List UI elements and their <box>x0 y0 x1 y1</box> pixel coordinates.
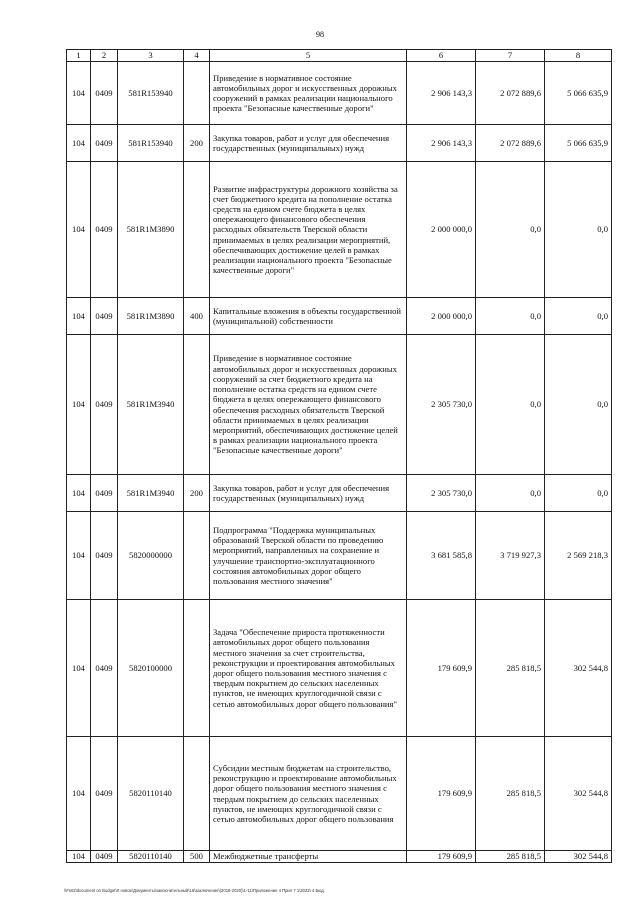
cell-target-code: 581R1M3940 <box>118 475 184 512</box>
cell-amount-year3: 0,0 <box>545 335 612 475</box>
table-row <box>67 298 612 335</box>
cell-description: Капитальные вложения в объекты государственной (муниципальной) собственности <box>210 298 407 335</box>
cell-amount-year3: 302 544,8 <box>545 737 612 851</box>
cell-description: Приведение в нормативное состояние автомобильных дорог и искусственных дорожных сооружений за счет бюджетного кредита на пополнение остатка средств на едином счете бюджета в целях опережающего финансового обеспечения расходных обязательств Тверской области принимаемых в целях реализации мероприятий, обеспечивающих достижение целей в рамках реализации национального проекта "Безопасные качественные дороги" <box>210 335 407 475</box>
table-row <box>67 62 612 125</box>
cell-expense-type: 200 <box>184 125 210 162</box>
column-header: 1 <box>67 50 91 62</box>
cell-amount-year1: 179 609,9 <box>407 737 476 851</box>
budget-table <box>66 49 612 863</box>
cell-description: Подпрограмма "Поддержка муниципальных образований Тверской области по проведению мероприятий, направленных на сохранение и улучшение транспортно-эксплуатационного состояния автомобильных дорог общего пользования местного значения" <box>210 512 407 600</box>
cell-amount-year1: 2 906 143,3 <box>407 62 476 125</box>
cell-amount-year3: 2 569 218,3 <box>545 512 612 600</box>
table-row <box>67 475 612 512</box>
cell-expense-type <box>184 600 210 737</box>
cell-amount-year3: 0,0 <box>545 298 612 335</box>
cell-description: Приведение в нормативное состояние автомобильных дорог и искусственных дорожных сооружений в рамках реализации национального проекта "Безопасные качественные дороги" <box>210 62 407 125</box>
column-header: 2 <box>91 50 118 62</box>
cell-expense-type: 400 <box>184 298 210 335</box>
cell-ministry-code: 104 <box>67 851 91 863</box>
column-header: 7 <box>476 50 545 62</box>
cell-section-code: 0409 <box>91 475 118 512</box>
cell-amount-year3: 5 066 635,9 <box>545 125 612 162</box>
table-row <box>67 600 612 737</box>
cell-section-code: 0409 <box>91 125 118 162</box>
cell-expense-type <box>184 737 210 851</box>
cell-amount-year2: 0,0 <box>476 298 545 335</box>
cell-description: Задача "Обеспечение прироста протяженности автомобильных дорог общего пользования местного значения за счет строительства, реконструкции и проектирования автомобильных дорог общего пользования местного значения с твердым покрытием до сельских населенных пунктов, не имеющих круглогодичной связи с сетью автомобильных дорог общего пользования" <box>210 600 407 737</box>
cell-amount-year1: 2 000 000,0 <box>407 298 476 335</box>
cell-expense-type <box>184 162 210 298</box>
cell-amount-year1: 2 906 143,3 <box>407 125 476 162</box>
footer-file-path: \\Fs02\document on Budget\Л новое\Документы\заключительный\16\заключение\(2019-2020)\1-11\Приложение 4 Прил 7 1\2022\ 4 Бюд. <box>64 888 325 893</box>
cell-target-code: 581R153940 <box>118 125 184 162</box>
cell-ministry-code: 104 <box>67 125 91 162</box>
cell-ministry-code: 104 <box>67 335 91 475</box>
cell-description: Межбюджетные трансферты <box>210 851 407 863</box>
cell-amount-year2: 3 719 927,3 <box>476 512 545 600</box>
cell-ministry-code: 104 <box>67 475 91 512</box>
cell-expense-type <box>184 512 210 600</box>
cell-amount-year3: 302 544,8 <box>545 600 612 737</box>
column-header: 8 <box>545 50 612 62</box>
cell-description: Закупка товаров, работ и услуг для обеспечения государственных (муниципальных) нужд <box>210 475 407 512</box>
cell-amount-year2: 285 818,5 <box>476 600 545 737</box>
cell-amount-year1: 179 609,9 <box>407 600 476 737</box>
cell-ministry-code: 104 <box>67 298 91 335</box>
cell-description: Субсидии местным бюджетам на строительство, реконструкцию и проектирование автомобильных дорог общего пользования местного значения с твердым покрытием до сельских населенных пунктов, не имеющих круглогодичной связи с сетью автомобильных дорог общего пользования <box>210 737 407 851</box>
cell-amount-year2: 0,0 <box>476 335 545 475</box>
cell-ministry-code: 104 <box>67 737 91 851</box>
page-number: 98 <box>316 30 324 39</box>
table-row <box>67 125 612 162</box>
cell-amount-year1: 179 609,9 <box>407 851 476 863</box>
cell-description: Закупка товаров, работ и услуг для обеспечения государственных (муниципальных) нужд <box>210 125 407 162</box>
cell-amount-year1: 3 681 585,8 <box>407 512 476 600</box>
cell-amount-year2: 0,0 <box>476 475 545 512</box>
cell-section-code: 0409 <box>91 298 118 335</box>
cell-expense-type <box>184 62 210 125</box>
cell-target-code: 5820000000 <box>118 512 184 600</box>
cell-amount-year2: 285 818,5 <box>476 851 545 863</box>
cell-ministry-code: 104 <box>67 62 91 125</box>
cell-section-code: 0409 <box>91 851 118 863</box>
cell-section-code: 0409 <box>91 512 118 600</box>
cell-target-code: 581R153940 <box>118 62 184 125</box>
column-header: 5 <box>210 50 407 62</box>
cell-amount-year1: 2 000 000,0 <box>407 162 476 298</box>
cell-target-code: 581R1M3890 <box>118 298 184 335</box>
cell-amount-year3: 0,0 <box>545 475 612 512</box>
cell-amount-year2: 2 072 889,6 <box>476 62 545 125</box>
table-row <box>67 162 612 298</box>
cell-expense-type <box>184 335 210 475</box>
cell-section-code: 0409 <box>91 62 118 125</box>
cell-amount-year3: 5 066 635,9 <box>545 62 612 125</box>
cell-amount-year2: 285 818,5 <box>476 737 545 851</box>
cell-ministry-code: 104 <box>67 162 91 298</box>
table-row <box>67 737 612 851</box>
cell-target-code: 581R1M3940 <box>118 335 184 475</box>
cell-expense-type: 500 <box>184 851 210 863</box>
header-row <box>67 50 612 62</box>
cell-ministry-code: 104 <box>67 512 91 600</box>
cell-target-code: 5820100000 <box>118 600 184 737</box>
column-header: 4 <box>184 50 210 62</box>
cell-target-code: 5820110140 <box>118 851 184 863</box>
cell-section-code: 0409 <box>91 335 118 475</box>
table-row <box>67 851 612 863</box>
cell-section-code: 0409 <box>91 600 118 737</box>
column-header: 3 <box>118 50 184 62</box>
table-row <box>67 335 612 475</box>
cell-amount-year2: 0,0 <box>476 162 545 298</box>
cell-amount-year2: 2 072 889,6 <box>476 125 545 162</box>
cell-amount-year3: 0,0 <box>545 162 612 298</box>
table-row <box>67 512 612 600</box>
cell-ministry-code: 104 <box>67 600 91 737</box>
cell-description: Развитие инфраструктуры дорожного хозяйства за счет бюджетного кредита на пополнение остатка средств на едином счете бюджета в целях опережающего финансового обеспечения расходных обязательств Тверской области принимаемых в целях реализации мероприятий, обеспечивающих достижение целей в рамках реализации национального проекта "Безопасные качественные дороги" <box>210 162 407 298</box>
cell-section-code: 0409 <box>91 162 118 298</box>
cell-target-code: 581R1M3890 <box>118 162 184 298</box>
cell-section-code: 0409 <box>91 737 118 851</box>
cell-amount-year3: 302 544,8 <box>545 851 612 863</box>
cell-target-code: 5820110140 <box>118 737 184 851</box>
cell-amount-year1: 2 305 730,0 <box>407 335 476 475</box>
cell-expense-type: 200 <box>184 475 210 512</box>
cell-amount-year1: 2 305 730,0 <box>407 475 476 512</box>
column-header: 6 <box>407 50 476 62</box>
